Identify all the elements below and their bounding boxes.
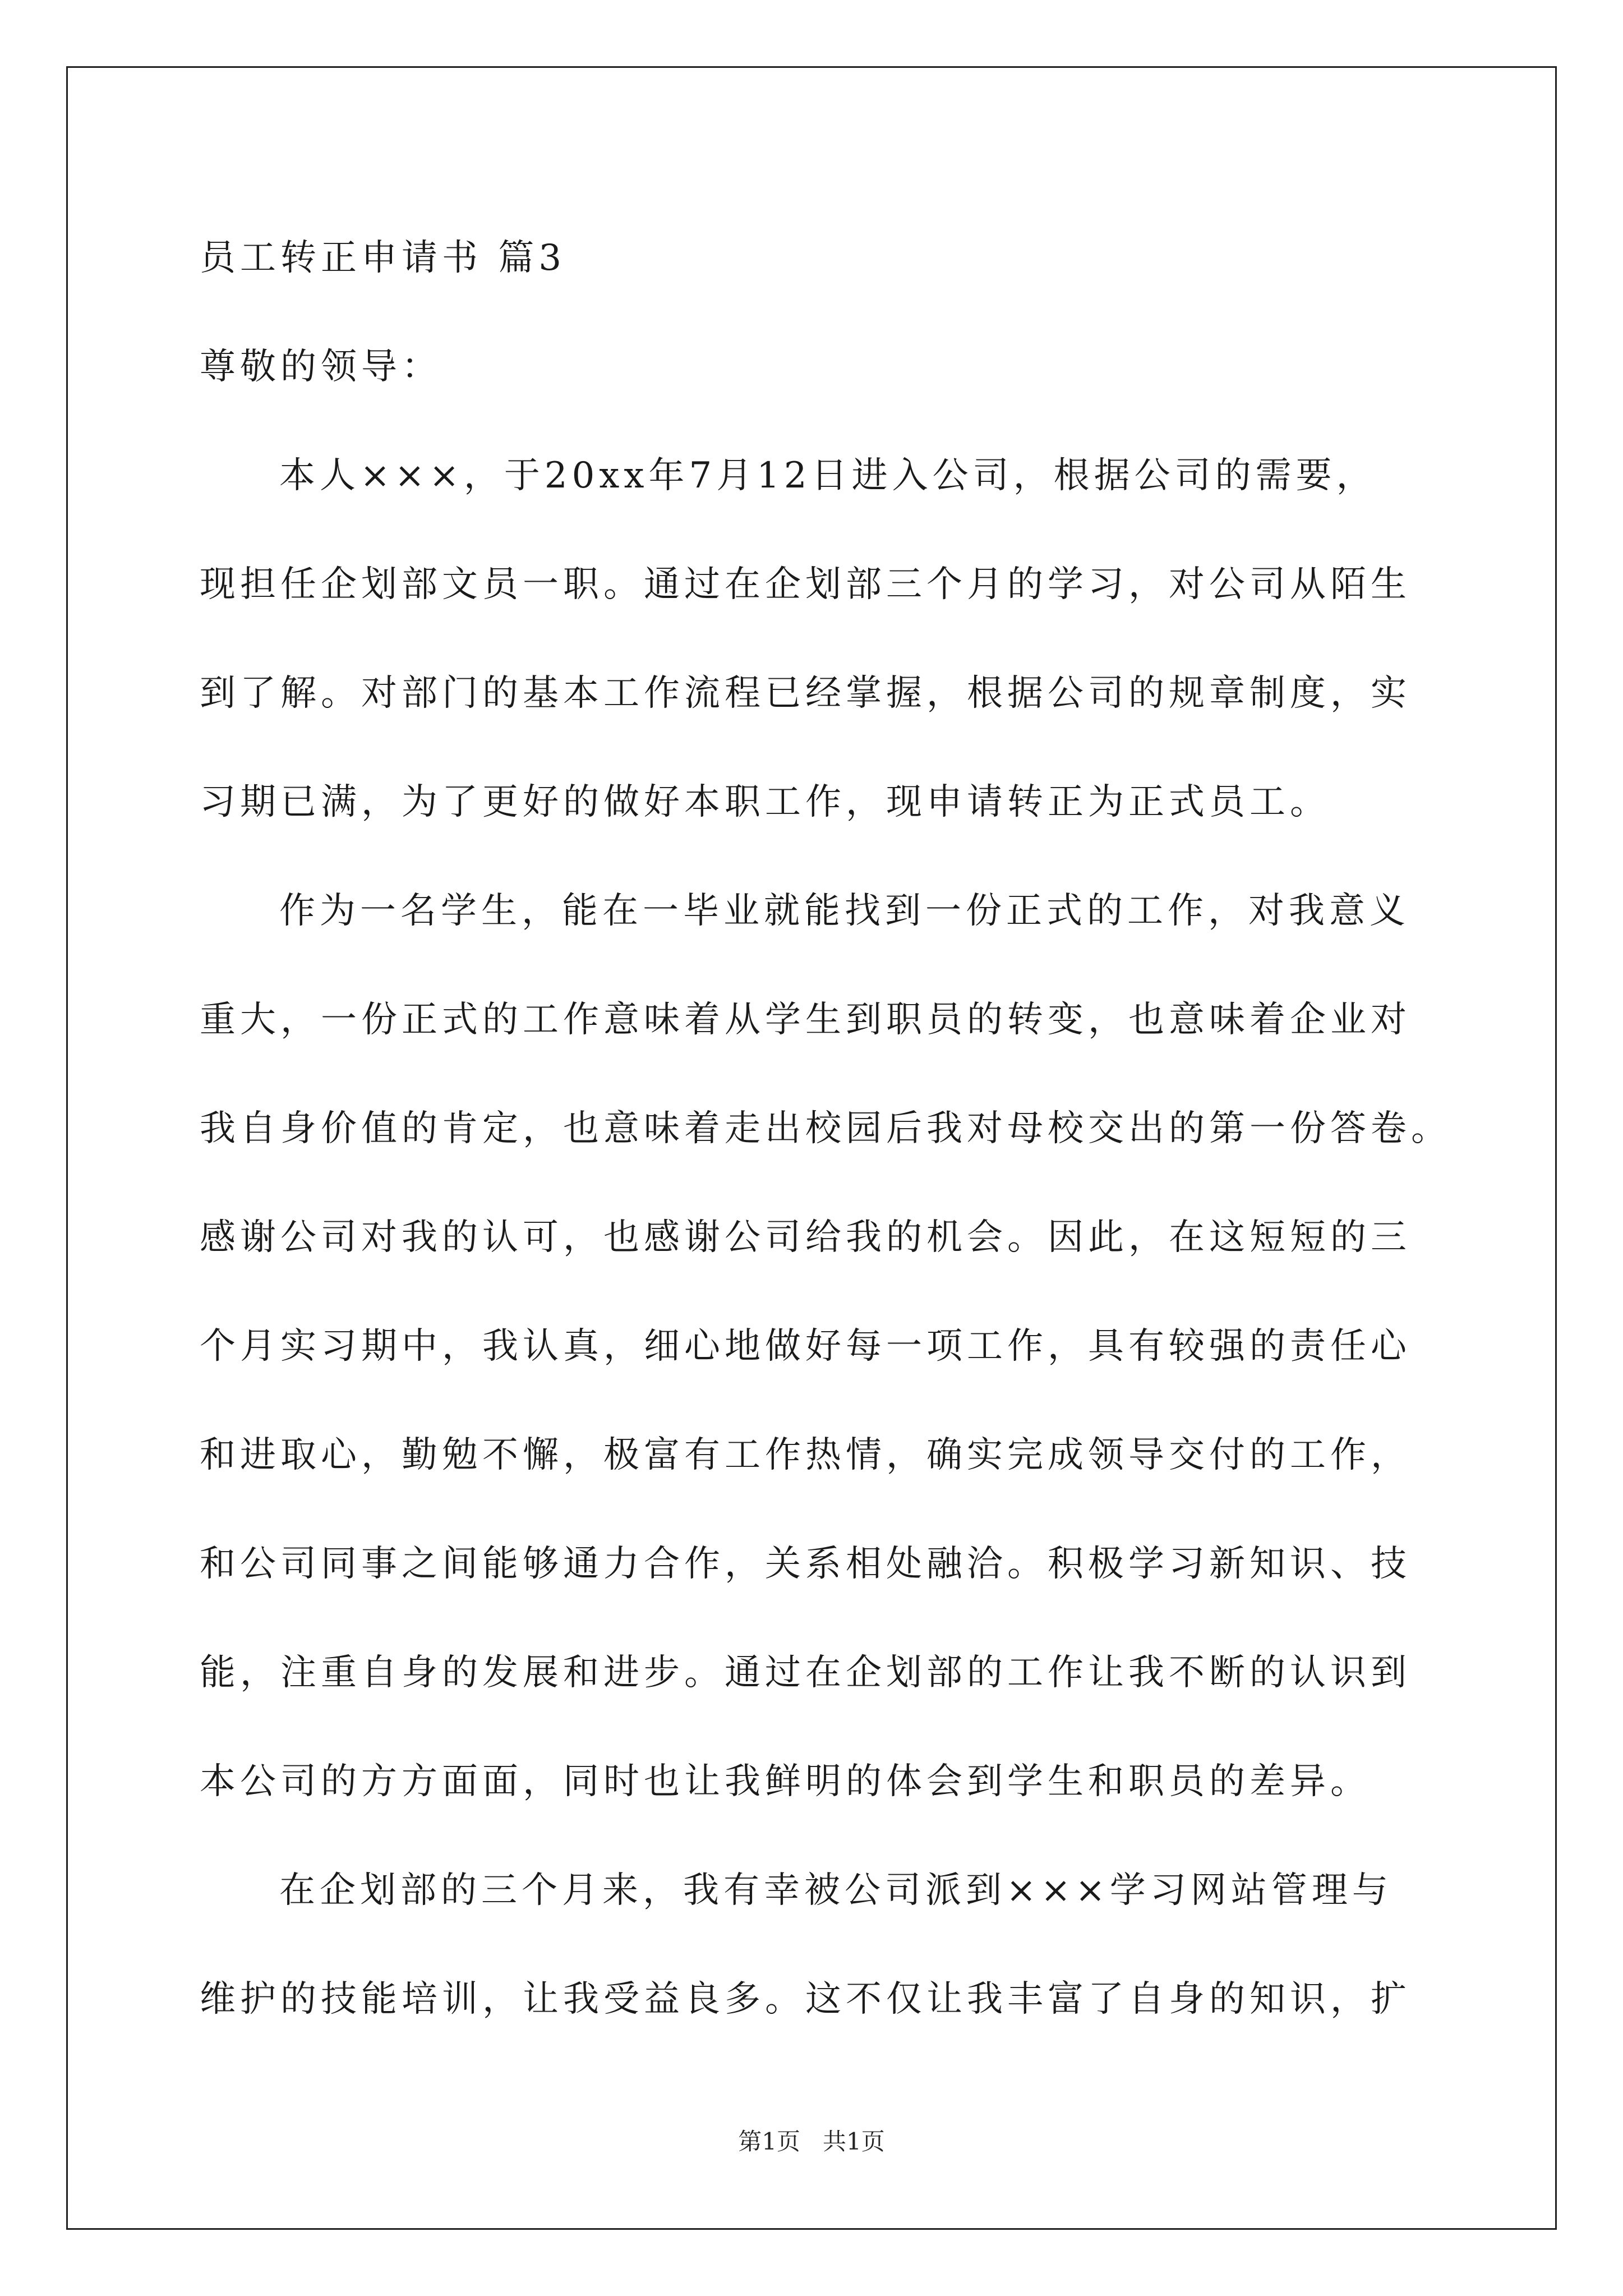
text-line: 我自身价值的肯定，也意味着走出校园后我对母校交出的第一份答卷。	[200, 1108, 1451, 1149]
document-body	[200, 222, 1451, 2072]
text-line: 感谢公司对我的认可，也感谢公司给我的机会。因此，在这短短的三	[200, 1217, 1411, 1258]
text-line: 和进取心，勤勉不懈，极富有工作热情，确实完成领导交付的工作，	[200, 1434, 1411, 1476]
text-line: 现担任企划部文员一职。通过在企划部三个月的学习，对公司从陌生	[200, 564, 1411, 605]
text-line: 到了解。对部门的基本工作流程已经掌握，根据公司的规章制度，实	[200, 673, 1411, 714]
document-title: 员工转正申请书 篇3	[200, 237, 566, 279]
text-line: 和公司同事之间能够通力合作，关系相处融洽。积极学习新知识、技	[200, 1543, 1411, 1585]
text-line: 重大，一份正式的工作意味着从学生到职员的转变，也意味着企业对	[200, 999, 1411, 1041]
text-line: 习期已满，为了更好的做好本职工作，现申请转正为正式员工。	[200, 781, 1330, 823]
text-line: 维护的技能培训，让我受益良多。这不仅让我丰富了自身的知识，扩	[200, 1978, 1411, 2020]
text-line: 本人×××，于20xx年7月12日进入公司，根据公司的需要，	[279, 455, 1377, 496]
greeting: 尊敬的领导：	[200, 346, 442, 388]
page-number-footer: 第1页 共1页	[738, 2128, 885, 2155]
body-text	[200, 439, 1451, 2072]
text-line: 能，注重自身的发展和进步。通过在企划部的工作让我不断的认识到	[200, 1652, 1411, 1694]
text-line: 个月实习期中，我认真，细心地做好每一项工作，具有较强的责任心	[200, 1326, 1411, 1367]
text-line: 作为一名学生，能在一毕业就能找到一份正式的工作，对我意义	[279, 890, 1410, 932]
text-line: 本公司的方方面面，同时也让我鲜明的体会到学生和职员的差异。	[200, 1761, 1371, 1802]
text-line: 在企划部的三个月来，我有幸被公司派到×××学习网站管理与	[279, 1870, 1393, 1911]
